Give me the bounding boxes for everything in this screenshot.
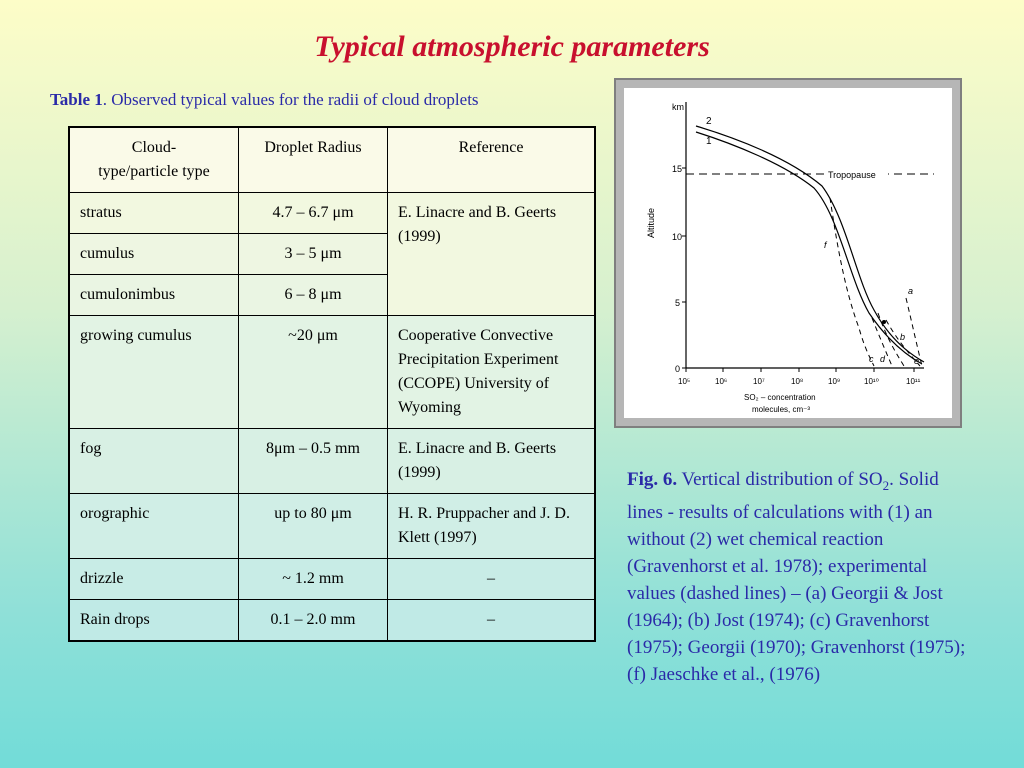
curve-label-c: c (869, 354, 874, 364)
cell-reference: Cooperative Convective Precipitation Experiment (CCOPE) University of Wyoming (388, 316, 596, 429)
table-header-row (69, 127, 595, 193)
table-row (69, 494, 595, 559)
table-caption (50, 90, 479, 110)
x-tick-label: 10¹⁰ (864, 377, 879, 386)
y-tick-label: 10 (672, 232, 683, 242)
cell-type: growing cumulus (69, 316, 239, 429)
curve-f (830, 198, 874, 366)
x-tick-label: 10¹¹ (906, 377, 921, 386)
cell-radius: 6 – 8 μm (239, 275, 388, 316)
y-unit-label: km (672, 102, 684, 112)
cell-reference: E. Linacre and B. Geerts (1999) (388, 429, 596, 494)
cell-type: cumulus (69, 234, 239, 275)
cell-reference: H. R. Pruppacher and J. D. Klett (1997) (388, 494, 596, 559)
cell-radius: 4.7 – 6.7 μm (239, 193, 388, 234)
table-row (69, 316, 595, 429)
curve-2 (696, 126, 924, 362)
table-caption-label: Table 1 (50, 90, 103, 109)
page-title: Typical atmospheric parameters (314, 30, 710, 63)
y-tick-label: 15 (672, 164, 683, 174)
curve-label-e: e (914, 356, 920, 366)
header-cloud-type: Cloud- type/particle type (69, 127, 239, 193)
cell-radius: ~ 1.2 mm (239, 559, 388, 600)
droplet-radius-table (68, 126, 596, 642)
so2-profile-figure (624, 88, 952, 418)
figure-caption-text-1: Vertical distribution of SO (677, 469, 883, 490)
y-tick-label: 5 (675, 298, 681, 308)
x-axis-label-line2: molecules, cm⁻³ (752, 405, 811, 414)
figure-caption-text-2: . Solid lines - results of calculations with (1) an without (2) wet chemical reaction (Gravenhorst et al. 1978); experimental values (dashed lines) – (a) Georgii & Jost (1964); (b) Jost (1974); (c) Gravenhorst (1975); Georgii (1970); Gravenhorst (1975); (f) Jaeschke et al., (1976) (627, 469, 966, 685)
curve-label-2: 2 (706, 116, 712, 127)
x-tick-label: 10⁹ (828, 377, 841, 386)
cell-radius: ~20 μm (239, 316, 388, 429)
header-droplet-radius: Droplet Radius (239, 127, 388, 193)
figure-caption-label: Fig. 6. (627, 469, 678, 490)
curve-label-d: d (880, 354, 886, 364)
figure-caption (627, 466, 972, 688)
figure-caption-sub: 2 (882, 477, 890, 493)
cell-type: drizzle (69, 559, 239, 600)
data-point (882, 320, 886, 324)
table-caption-text: . Observed typical values for the radii of cloud droplets (102, 90, 479, 109)
cell-radius: up to 80 μm (239, 494, 388, 559)
cell-type: cumulonimbus (69, 275, 239, 316)
cell-radius: 0.1 – 2.0 mm (239, 600, 388, 642)
table-row (69, 600, 595, 642)
curve-1 (696, 132, 922, 364)
cell-type: Rain drops (69, 600, 239, 642)
curve-label-f: f (824, 240, 827, 250)
cell-radius: 8μm – 0.5 mm (239, 429, 388, 494)
curve-label-1: 1 (706, 136, 712, 147)
cell-reference: – (388, 600, 596, 642)
cell-reference: E. Linacre and B. Geerts (1999) (388, 193, 596, 316)
x-tick-label: 10⁵ (678, 377, 691, 386)
x-tick-label: 10⁸ (791, 377, 804, 386)
curve-label-a: a (908, 286, 914, 296)
x-tick-label: 10⁶ (715, 377, 728, 386)
tropopause-label: Tropopause (828, 170, 876, 180)
header-reference: Reference (388, 127, 596, 193)
x-tick-label: 10⁷ (753, 377, 765, 386)
table-row (69, 559, 595, 600)
cell-reference: – (388, 559, 596, 600)
table-row (69, 193, 595, 234)
cell-radius: 3 – 5 μm (239, 234, 388, 275)
cell-type: fog (69, 429, 239, 494)
x-axis-label-line1: SO₂ – concentration (744, 393, 816, 402)
figure-frame (614, 78, 962, 428)
y-axis-label: Altitude (646, 207, 656, 238)
y-tick-label: 0 (675, 364, 681, 374)
cell-type: orographic (69, 494, 239, 559)
table-row (69, 429, 595, 494)
so2-profile-plot (624, 88, 952, 418)
cell-type: stratus (69, 193, 239, 234)
curve-label-b: b (900, 332, 906, 342)
